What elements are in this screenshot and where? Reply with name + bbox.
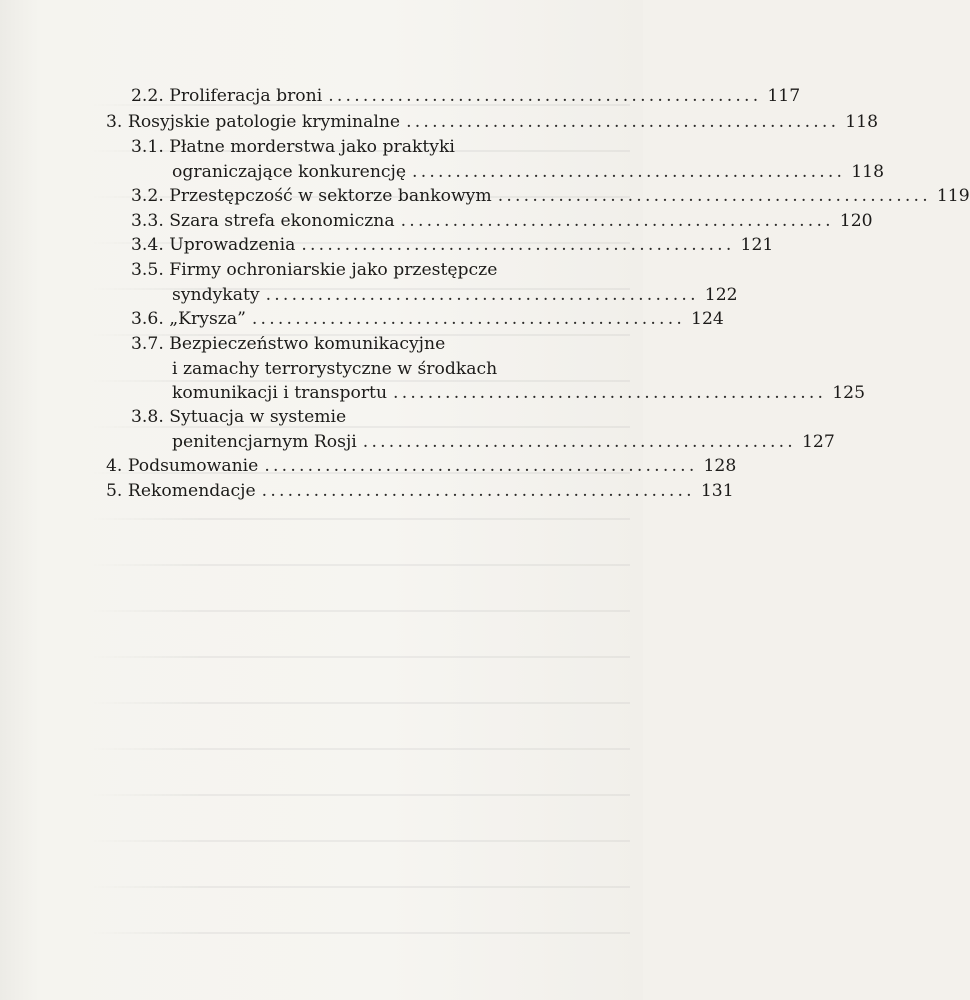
toc-entry-title: Szara strefa ekonomiczna	[169, 211, 395, 231]
toc-entry	[131, 84, 801, 109]
toc-entry-title: Sytuacja w systemie	[169, 407, 347, 427]
leader-dots: ..................................................	[362, 431, 796, 452]
toc-entry-number: 3.8.	[131, 407, 164, 427]
toc-entry-number: 3.3.	[131, 211, 164, 231]
toc-entry-title: „Krysza”	[169, 309, 246, 329]
toc-entry-title: Przestępczość w sektorze bankowym	[169, 186, 492, 206]
toc-entry-title: Uprowadzenia	[169, 235, 296, 255]
toc-entry	[106, 454, 737, 479]
toc-entry	[131, 307, 724, 332]
toc-entry-page: 124	[691, 309, 724, 329]
toc-entry-number: 2.2.	[131, 86, 164, 106]
toc-entry-number: 3.6.	[131, 309, 164, 329]
toc-entry	[131, 233, 774, 258]
toc-entry-page: 120	[839, 211, 873, 231]
toc-entry	[131, 405, 835, 454]
toc-entry-page: 117	[767, 86, 801, 106]
toc-entry-page: 127	[801, 431, 835, 452]
toc-entry-title: Rosyjskie patologie kryminalne	[127, 112, 401, 132]
leader-dots: ..................................................	[251, 309, 686, 329]
toc-entry-page: 131	[700, 481, 734, 501]
toc-entry-page: 128	[703, 456, 737, 476]
toc-entry-title-continued: i zamachy terrorystyczne w środkach	[172, 358, 498, 379]
toc-entry-page: 125	[832, 383, 866, 403]
toc-entry-title: Podsumowanie	[127, 456, 259, 476]
toc-entry-title-continued: syndykaty	[172, 284, 260, 305]
toc-entry	[131, 135, 885, 184]
leader-dots: ..................................................	[412, 161, 846, 182]
toc-entry-page: 118	[851, 161, 885, 182]
toc-entry-number: 3.	[106, 112, 123, 132]
toc-entry-title: Proliferacja broni	[169, 86, 323, 106]
toc-entry-page: 122	[704, 284, 738, 305]
toc-entry-page: 118	[845, 112, 879, 132]
toc-entry-page: 121	[740, 235, 774, 255]
toc-entry-number: 3.4.	[131, 235, 164, 255]
toc-entry-number: 3.1.	[131, 137, 164, 157]
toc-entry-title-continued: komunikacji i transportu	[172, 383, 388, 403]
leader-dots: ..................................................	[265, 284, 699, 305]
toc-entry	[131, 184, 970, 209]
toc-entry-title-continued: penitencjarnym Rosji	[172, 431, 357, 452]
toc-entry-title: Bezpieczeństwo komunikacyjne	[169, 334, 446, 354]
leader-dots: ..................................................	[406, 112, 840, 132]
leader-dots: ..................................................	[497, 186, 931, 206]
leader-dots: ..................................................	[301, 235, 735, 255]
leader-dots: ..................................................	[261, 481, 695, 501]
toc-entry-number: 3.7.	[131, 334, 164, 354]
toc-entry-number: 4.	[106, 456, 123, 476]
toc-entry	[131, 258, 738, 307]
leader-dots: ..................................................	[400, 211, 834, 231]
toc-entry	[131, 209, 873, 234]
toc-entry-title-continued: ograniczające konkurencję	[172, 161, 407, 182]
toc-entry-title: Firmy ochroniarskie jako przestępcze	[169, 260, 498, 280]
toc-entry-page: 119	[936, 186, 970, 206]
toc-entry-number: 3.5.	[131, 260, 164, 280]
toc-entry	[131, 332, 866, 406]
toc-entry	[106, 110, 879, 135]
leader-dots: ..................................................	[264, 456, 698, 476]
toc-entry-number: 3.2.	[131, 186, 164, 206]
leader-dots: ..................................................	[393, 383, 827, 403]
toc-entry-number: 5.	[106, 481, 123, 501]
toc-entry-title: Płatne morderstwa jako praktyki	[169, 137, 455, 157]
leader-dots: ..................................................	[328, 86, 762, 106]
toc-entry	[106, 479, 734, 504]
toc-entry-title: Rekomendacje	[127, 481, 256, 501]
